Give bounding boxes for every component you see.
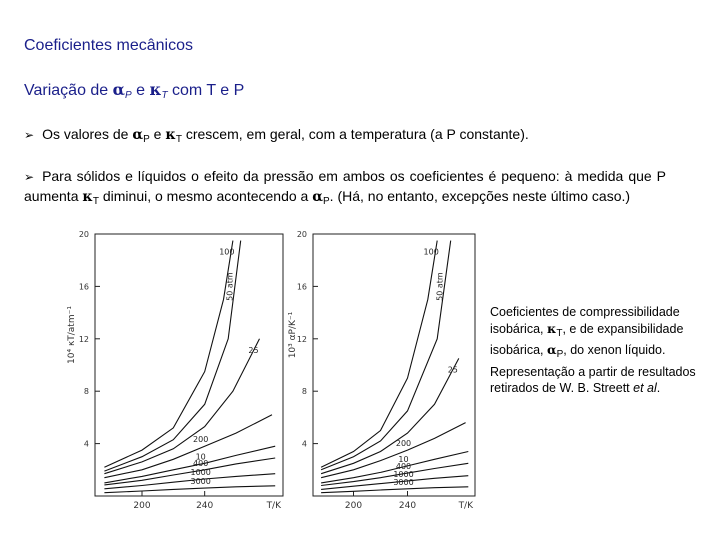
series-line: [321, 241, 437, 468]
caption-line3: , do xenon líquido. Representação a partir de resultados retirados de W. B. Streett: [490, 343, 696, 395]
caption-alpha-sub: P: [556, 349, 564, 360]
series-label: 200: [395, 439, 412, 449]
y-axis-label: 10³ αP/K⁻¹: [288, 311, 298, 359]
x-axis-label: T/K: [458, 501, 473, 511]
page-title: Coeficientes mecânicos: [24, 37, 193, 54]
caption-period: .: [656, 381, 661, 395]
y-tick-label: 20: [78, 230, 89, 239]
subtitle-suffix: com T e P: [167, 82, 245, 99]
series-label: 50 atm: [225, 272, 235, 301]
bullet-1-alpha: α: [132, 127, 144, 143]
y-tick-label: 16: [296, 282, 307, 292]
x-tick-label: 200: [133, 501, 151, 511]
bullet-2-kappa: κ: [82, 189, 93, 205]
bullet-1-alpha-sub: P: [143, 134, 150, 145]
series-label: 1000: [190, 467, 211, 477]
plot-frame: [95, 234, 283, 496]
y-tick-label: 8: [83, 387, 89, 397]
arrow-bullet-icon: ➢: [24, 170, 35, 184]
bullet-1-mid: e: [149, 126, 166, 142]
bullet-2-alpha: α: [312, 189, 323, 205]
y-tick-label: 12: [296, 334, 307, 344]
bullet-2-mid: diminui, o mesmo acontecendo a: [98, 188, 313, 204]
caption-etal: et al: [633, 381, 657, 395]
series-label: 50 atm: [435, 272, 445, 301]
y-tick-label: 16: [78, 282, 89, 292]
series-label: 3000: [190, 477, 211, 487]
x-tick-label: 240: [196, 501, 214, 511]
series-label: 400: [395, 462, 412, 472]
x-tick-label: 240: [398, 501, 417, 511]
alpha-symbol: α: [112, 80, 125, 99]
caption-line2: , e de expansibilidade isobárica,: [490, 321, 684, 357]
arrow-bullet-icon: ➢: [24, 128, 35, 142]
x-axis-label: T/K: [266, 501, 281, 511]
bullet-1-start: Os valores de: [42, 126, 133, 142]
caption-kappa-sub: T: [556, 327, 563, 339]
series-line: [104, 415, 272, 478]
x-tick-label: 200: [344, 501, 363, 511]
bullet-2-end: . (Há, no entanto, excepções neste último caso.): [329, 188, 631, 204]
caption-alpha: α: [546, 342, 557, 357]
figure-caption: [490, 304, 700, 397]
series-label: 100: [219, 247, 235, 257]
series-label: 1000: [393, 469, 414, 479]
series-label: 200: [193, 435, 209, 445]
bullet-1-kappa: κ: [165, 127, 176, 143]
series-label: 10: [195, 452, 206, 462]
series-line: [104, 241, 240, 472]
series-label: 25: [447, 365, 458, 375]
bullet-2-kappa-sub: T: [92, 196, 99, 207]
series-label: 100: [423, 247, 439, 257]
subtitle-conjunction: e: [131, 82, 150, 99]
y-tick-label: 20: [296, 230, 307, 239]
series-label: 25: [248, 345, 259, 355]
series-line: [104, 339, 259, 474]
bullet-2-start: Para sólidos e líquidos o efeito da pressão em ambos os coeficientes é pequeno: à medida que P aumenta: [24, 168, 666, 204]
kappa-symbol: κ: [149, 80, 162, 99]
series-line: [104, 241, 233, 468]
subtitle-prefix: Variação de: [24, 82, 113, 99]
caption-kappa: κ: [546, 320, 557, 336]
bullet-1-kappa-sub: T: [175, 134, 182, 145]
series-label: 400: [193, 458, 209, 468]
y-tick-label: 4: [301, 439, 307, 449]
alpha-subscript: P: [124, 90, 132, 101]
kappa-subscript: T: [161, 90, 168, 101]
caption-line1: Coeficientes de compressibilidade isobárica,: [490, 305, 680, 336]
bullet-1-end: crescem, em geral, com a temperatura (a P constante).: [181, 126, 529, 142]
bullet-2-alpha-sub: P: [323, 196, 330, 207]
series-label: 10: [398, 454, 409, 464]
y-axis-label: 10⁴ κT/atm⁻¹: [67, 306, 77, 364]
series-label: 3000: [393, 477, 414, 487]
y-tick-label: 8: [301, 387, 307, 397]
y-tick-label: 12: [78, 334, 89, 344]
y-tick-label: 4: [83, 439, 89, 449]
